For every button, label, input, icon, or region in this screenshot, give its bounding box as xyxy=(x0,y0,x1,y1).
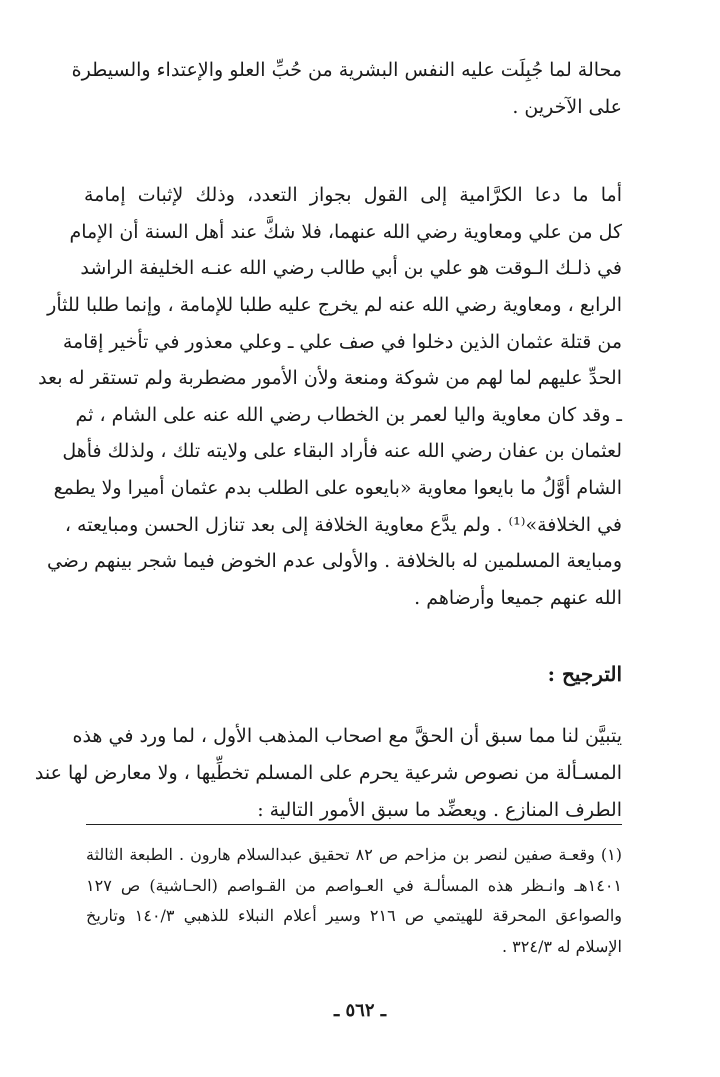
text-line: ـ وقد كان معاوية واليا لعمر بن الخطاب رضي الله عنه على الشام ، ثم xyxy=(75,403,622,426)
text-line: يتبيَّن لنا مما سبق أن الحقَّ مع اصحاب المذهب الأول ، لما ورد في هذه xyxy=(72,725,622,748)
footnote-divider xyxy=(86,824,622,825)
section-heading: الترجيح : xyxy=(547,662,622,687)
text-line: لعثمان بن عفان رضي الله عنه فأراد البقاء على ولايته تلك ، ولذلك فأهل xyxy=(62,440,622,463)
paragraph-3 xyxy=(34,718,622,828)
text-line: الحدِّ عليهم لما لهم من شوكة ومنعة ولأن الأمور مضطربة ولم تستقر له بعد xyxy=(38,367,622,390)
footnote xyxy=(86,840,622,962)
text-line: على الآخرين . xyxy=(512,95,622,118)
text-line: المسـألة من نصوص شرعية يحرم على المسلم تخطِّيها ، ولا معارض لها عند xyxy=(34,761,622,784)
text-line: في ذلـك الـوقت هو علي بن أبي طالب رضي الله عنـه الخليفة الراشد xyxy=(80,257,622,280)
text-line: أما ما دعا الكرَّامية إلى القول بجواز التعدد، وذلك لإثبات إمامة xyxy=(84,184,622,207)
page-body xyxy=(34,52,622,828)
text-line: من قتلة عثمان الذين دخلوا في صف علي ـ وعلي معذور في تأخير إقامة xyxy=(62,330,622,353)
paragraph-1 xyxy=(71,52,622,125)
paragraph-2 xyxy=(38,177,622,616)
text-line: الرابع ، ومعاوية رضي الله عنه لم يخرج عليه طلبا للإمامة ، وإنما طلبا للثأر xyxy=(47,293,622,316)
footnote-line: ١٤٠١هـ وانـظر هذه المسألـة في العـواصم من القـواصم (الحـاشية) ص ١٢٧ xyxy=(86,875,622,895)
text-line: الله عنهم جميعا وأرضاهم . xyxy=(414,586,622,609)
footnote-line: الإسلام له ٣٢٤/٣ . xyxy=(502,936,622,956)
text-line: الشام أوَّلُ ما بايعوا معاوية «بايعوه على الطلب بدم عثمان أميرا ولا يطمع xyxy=(53,476,622,499)
text-line: ومبايعة المسلمين له بالخلافة . والأولى عدم الخوض فيما شجر بينهم رضي xyxy=(46,550,622,573)
page-number: ـ ٥٦٢ ـ xyxy=(333,1000,387,1021)
text-line: محالة لما جُبِلَت عليه النفس البشرية من حُبِّ العلو والإعتداء والسيطرة xyxy=(71,59,622,81)
footnote-line: والصواعق المحرقة للهيتمي ص ٢١٦ وسير أعلام النبلاء للذهبي ١٤٠/٣ وتاريخ xyxy=(86,906,622,925)
text-line: الطرف المنازع . ويعضِّد ما سبق الأمور التالية : xyxy=(257,798,622,821)
text-line: في الخلافة»⁽¹⁾ . ولم يدَّع معاوية الخلافة إلى بعد تنازل الحسن ومبايعته ، xyxy=(64,513,622,536)
footnote-line: (١) وقعـة صفين لنصر بن مزاحم ص ٨٢ تحقيق عبدالسلام هارون . الطبعة الثالثة xyxy=(86,845,623,864)
text-line: كل من علي ومعاوية رضي الله عنهما، فلا شكَّ عند أهل السنة أن الإمام xyxy=(69,220,622,243)
